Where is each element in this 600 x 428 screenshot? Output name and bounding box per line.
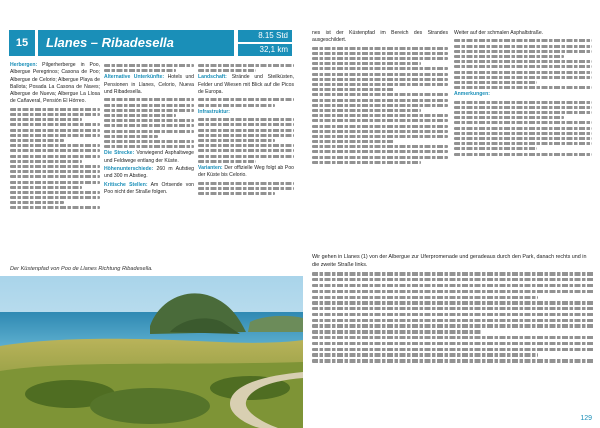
text-line (312, 88, 394, 91)
label-kritisch: Kritische Stellen: (104, 181, 148, 188)
text-line (312, 73, 448, 76)
text-line (312, 156, 448, 159)
text-line (312, 324, 594, 327)
text-line (10, 181, 100, 184)
text-line (312, 104, 448, 107)
text-line (312, 336, 594, 339)
text-col5-intro: Weiter auf der schmalen Asphaltstraße. (454, 30, 544, 36)
text-line (312, 161, 421, 164)
text-line (104, 64, 194, 67)
page-number: 129 (580, 415, 592, 422)
text-line (10, 175, 100, 178)
text-kritisch: Am Ortsende von Poo nicht der Straße folgen. (104, 181, 194, 195)
text-line (312, 109, 421, 112)
text-line (312, 284, 594, 287)
text-line (312, 348, 594, 351)
label-landschaft: Landschaft: (198, 74, 227, 81)
text-line (198, 64, 294, 67)
text-line (104, 130, 194, 133)
text-line (454, 147, 537, 150)
stage-number-badge: 15 (9, 30, 35, 56)
info-column-5 (454, 30, 592, 246)
text-line (198, 104, 275, 107)
text-line (10, 155, 100, 158)
text-line (198, 118, 294, 121)
text-line (454, 153, 592, 156)
label-hoehen: Höhenunterschiede: (104, 165, 154, 172)
text-line (10, 123, 100, 126)
text-line (312, 307, 594, 310)
text-line (312, 319, 594, 322)
text-line (312, 93, 448, 96)
text-line (454, 76, 592, 79)
text-herbergen: Pilgerherberge in Poo, Albergue Peregrinos; Casona de Poo; Albergue de Celorio; Albergue Playa de Ballota; Posada La Casona de Naves; Albergue de Nueva; Albergue La Llosa de Cañaveral, Pensión El Hórreo. (10, 62, 100, 105)
text-line (104, 98, 194, 101)
text-line (198, 123, 294, 126)
text-hoehen: 260 m Aufstieg und 300 m Abstieg. (104, 165, 194, 180)
text-line (312, 290, 594, 293)
text-line (10, 186, 82, 189)
text-line (454, 45, 592, 48)
text-line (10, 196, 100, 199)
text-line (198, 98, 294, 101)
text-line (104, 135, 158, 138)
text-line (10, 113, 100, 116)
text-line (312, 330, 481, 333)
text-varianten: Der offizielle Weg folgt ab Poo der Küste bis Celorio. (198, 164, 294, 179)
text-line (312, 359, 594, 362)
text-line (104, 104, 194, 107)
info-column-4 (312, 30, 448, 246)
text-line (10, 144, 100, 147)
text-line (198, 155, 294, 158)
text-line (312, 119, 448, 122)
text-line (454, 132, 592, 135)
text-line (454, 116, 564, 119)
info-column-1 (10, 62, 100, 257)
text-line (454, 39, 592, 42)
text-line (312, 99, 448, 102)
text-line (104, 119, 194, 122)
text-line (312, 150, 448, 153)
text-line (104, 124, 194, 127)
text-line (312, 135, 448, 138)
text-line (10, 134, 100, 137)
text-line (312, 52, 448, 55)
label-infrastruktur: Infrastruktur: (198, 108, 230, 115)
text-line (104, 109, 194, 112)
text-line (198, 187, 294, 190)
text-line (10, 139, 64, 142)
stage-distance: 32,1 km (238, 44, 292, 56)
text-landschaft: Strände und Steilküsten, Felder und Wiesen mit Blick auf die Picos de Europa. (198, 74, 294, 96)
text-line (104, 114, 176, 117)
text-line (198, 160, 256, 163)
text-line (10, 108, 100, 111)
route-intro: Wir gehen in Llanes (1) von der Albergue zur Uferpromenade und geradeaus durch den Park, danach rechts und in die zweite Straße links. (312, 254, 587, 269)
text-alternative: Hotels und Pensionen in Llanes, Celorio, Nueva und Ribadesella. (104, 74, 194, 96)
text-line (312, 301, 594, 304)
text-line (312, 62, 421, 65)
text-line (10, 129, 100, 132)
text-line (10, 191, 100, 194)
text-line (454, 81, 537, 84)
text-line (312, 78, 448, 81)
text-line (454, 60, 592, 63)
text-line (454, 106, 592, 109)
text-line (454, 101, 592, 104)
text-line (10, 149, 100, 152)
text-line (10, 160, 82, 163)
text-line (454, 137, 592, 140)
text-line (454, 111, 592, 114)
text-line (312, 114, 448, 117)
text-line (198, 139, 275, 142)
text-line (312, 342, 594, 345)
text-line (454, 55, 564, 58)
coastal-landscape-photo (0, 276, 303, 428)
text-line (198, 129, 294, 132)
text-line (10, 165, 100, 168)
text-line (312, 57, 448, 60)
text-line (312, 125, 448, 128)
text-line (312, 47, 448, 50)
text-line (312, 353, 538, 356)
text-line (454, 121, 592, 124)
text-line (198, 69, 256, 72)
label-varianten: Varianten: (198, 164, 223, 171)
label-alternative: Alternative Unterkünfte: (104, 74, 165, 81)
label-herbergen: Herbergen: (10, 62, 38, 68)
text-line (198, 149, 294, 152)
stage-duration: 8.15 Std (238, 30, 292, 42)
text-line (454, 65, 592, 68)
route-description (312, 253, 594, 411)
text-col4-intro: nes ist der Küstenpfad im Bereich des Strandes ausgeschildert. (312, 30, 448, 44)
text-line (198, 144, 294, 147)
label-anmerkungen: Anmerkungen: (454, 91, 490, 98)
text-line (454, 127, 592, 130)
coastal-landscape-illustration (0, 276, 303, 428)
text-line (312, 296, 538, 299)
text-line (198, 182, 294, 185)
text-line (10, 206, 100, 209)
text-line (10, 118, 82, 121)
photo-caption: Der Küstenpfad von Poo de Llanes Richtung Ribadesella. (10, 266, 153, 272)
label-strecke: Die Strecke: (104, 150, 135, 157)
text-line (104, 69, 176, 72)
text-line (312, 313, 594, 316)
text-line (104, 145, 194, 148)
text-line (312, 272, 594, 275)
info-column-2 (104, 62, 194, 257)
text-line (312, 278, 594, 281)
stage-title: Llanes – Ribadesella (38, 30, 234, 56)
info-column-3 (198, 62, 294, 257)
text-line (198, 134, 294, 137)
text-line (10, 201, 64, 204)
text-line (312, 67, 448, 70)
text-line (454, 50, 592, 53)
text-line (312, 83, 448, 86)
text-line (312, 145, 448, 148)
text-line (454, 142, 592, 145)
text-line (312, 130, 448, 133)
text-line (454, 86, 592, 89)
text-line (104, 140, 194, 143)
text-line (312, 140, 394, 143)
text-line (198, 192, 275, 195)
text-strecke: Vorwiegend Asphaltwege und Feldwege entlang der Küste. (104, 150, 194, 164)
text-line (454, 71, 592, 74)
text-line (10, 170, 100, 173)
